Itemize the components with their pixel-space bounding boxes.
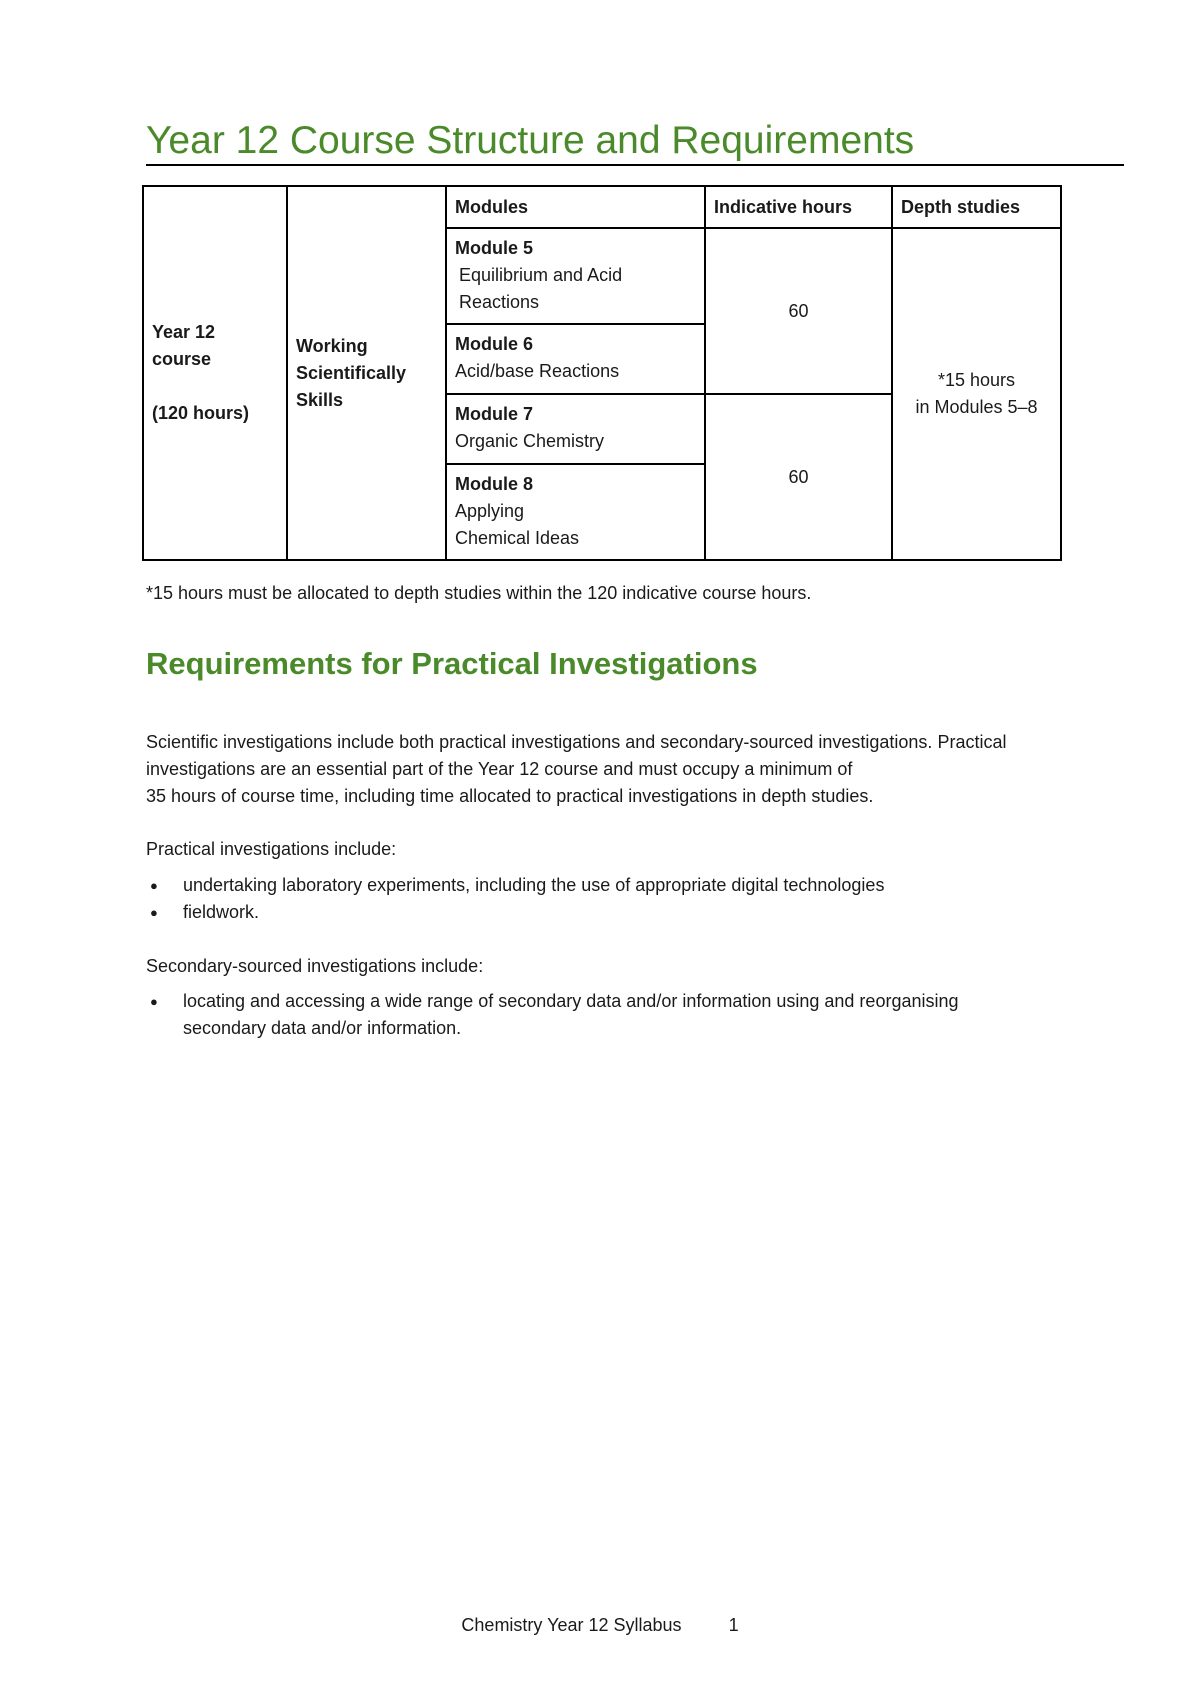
list-item-text: locating and accessing a wide range of secondary data and/or information using and reorganising <box>183 991 959 1011</box>
skills-line2: Scientifically <box>296 362 407 383</box>
module-desc: Applying <box>455 501 525 521</box>
bullet-icon: ● <box>150 905 158 920</box>
course-label-line2: course <box>152 349 212 369</box>
module-desc: Acid/base Reactions <box>455 361 620 381</box>
header-modules: Modules <box>446 186 705 228</box>
header-depth-studies: Depth studies <box>892 186 1061 228</box>
hours-group-2: 60 <box>705 394 892 560</box>
page-footer <box>0 1612 1200 1639</box>
module-desc: Organic Chemistry <box>455 431 605 451</box>
bullet-icon: ● <box>150 878 158 893</box>
depth-line2: in Modules 5–8 <box>915 397 1038 417</box>
hours-group-1: 60 <box>705 228 892 394</box>
list-item <box>146 899 884 926</box>
skills-cell <box>287 186 446 560</box>
module-desc: Equilibrium and Acid <box>459 265 623 285</box>
secondary-label <box>146 953 1136 980</box>
header-indicative-hours: Indicative hours <box>705 186 892 228</box>
page-number: 1 <box>728 1615 739 1635</box>
skills-line3: Skills <box>296 389 344 410</box>
list-item <box>146 988 959 1042</box>
skills-line1: Working <box>296 335 368 356</box>
course-label-cell <box>143 186 287 560</box>
footer-doc-title: Chemistry Year 12 Syllabus <box>461 1615 682 1635</box>
practical-heading: Requirements for Practical Investigations <box>146 646 758 681</box>
module-title: Module 8 <box>455 474 534 494</box>
depth-studies-cell <box>892 228 1061 560</box>
list-item-text: undertaking laboratory experiments, including the use of appropriate digital technologies <box>183 875 885 895</box>
page-title: Year 12 Course Structure and Requirements <box>146 119 915 162</box>
depth-line1: *15 hours <box>937 370 1016 390</box>
module-8-cell <box>446 464 705 560</box>
list-item-text: secondary data and/or information. <box>183 1018 462 1038</box>
module-title: Module 6 <box>455 334 534 354</box>
practical-intro <box>146 729 1136 810</box>
secondary-label-text: Secondary-sourced investigations include: <box>146 956 484 976</box>
module-6-cell <box>446 324 705 394</box>
module-5-cell <box>446 228 705 324</box>
module-desc: Chemical Ideas <box>455 528 580 548</box>
table-footnote: *15 hours must be allocated to depth studies within the 120 indicative course hours. <box>146 583 812 603</box>
bullet-icon: ● <box>150 994 158 1009</box>
practical-list <box>146 872 884 926</box>
list-item <box>146 872 884 899</box>
practical-label <box>146 836 1136 863</box>
module-7-cell <box>446 394 705 464</box>
title-divider <box>146 164 1124 166</box>
secondary-list <box>146 988 959 1042</box>
module-title: Module 5 <box>455 238 534 258</box>
intro-line: Scientific investigations include both practical investigations and secondary-sourced investigations. Practical <box>146 732 1007 752</box>
practical-label-text: Practical investigations include: <box>146 839 397 859</box>
course-label-line1: Year 12 <box>152 322 216 342</box>
intro-line: 35 hours of course time, including time allocated to practical investigations in depth studies. <box>146 786 874 806</box>
list-item-text: fieldwork. <box>183 902 260 922</box>
module-desc: Reactions <box>459 292 540 312</box>
module-title: Module 7 <box>455 404 534 424</box>
intro-line: investigations are an essential part of the Year 12 course and must occupy a minimum of <box>146 759 853 779</box>
course-hours: (120 hours) <box>152 403 250 423</box>
course-structure-table <box>142 185 1062 561</box>
